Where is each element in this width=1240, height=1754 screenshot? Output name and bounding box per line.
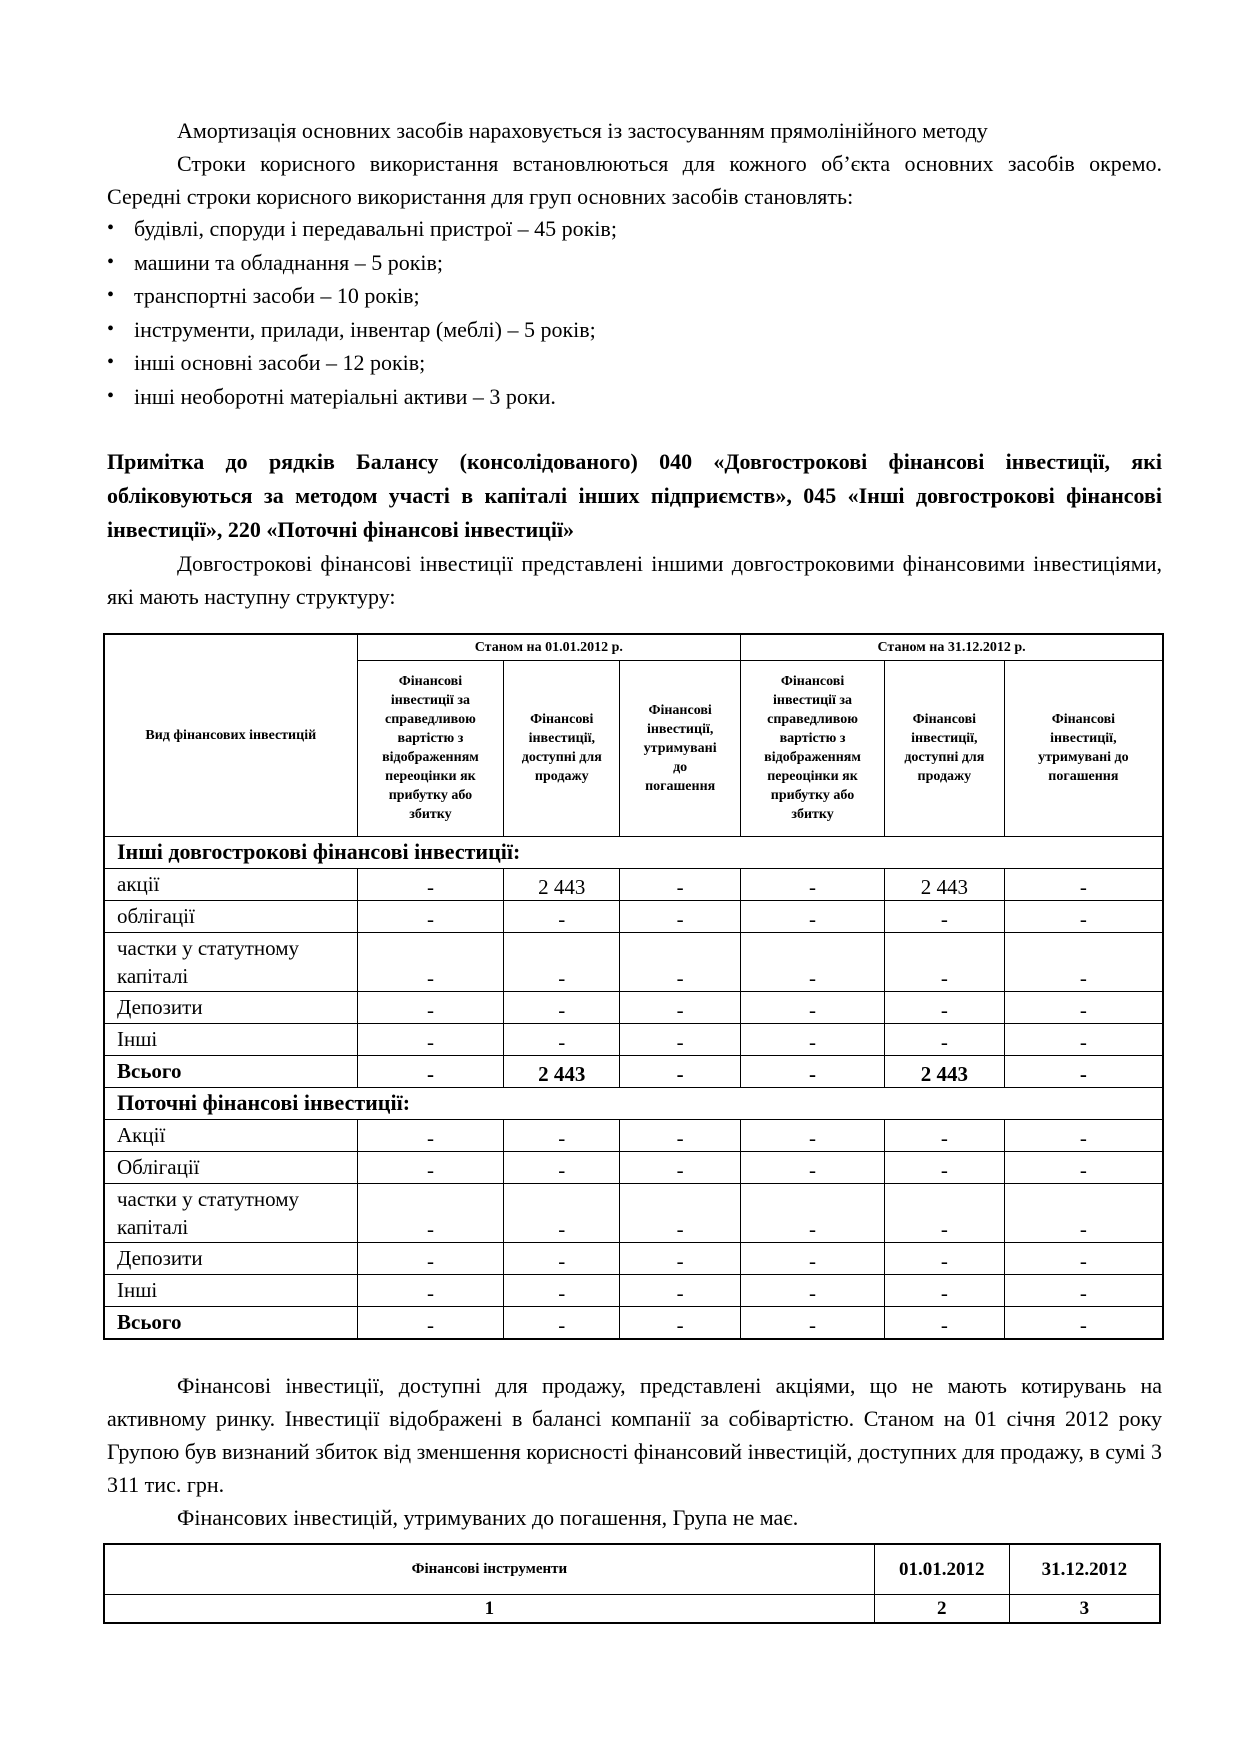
table-cell: - — [357, 1119, 504, 1151]
row-label: частки у статутному капіталі — [104, 1183, 357, 1242]
table-cell: 2 443 — [884, 1055, 1004, 1087]
table-row — [104, 1242, 1163, 1274]
table-cell: - — [884, 1242, 1004, 1274]
table-cell: - — [357, 868, 504, 900]
table-cell: - — [504, 900, 620, 932]
list-item: • інструменти, прилади, інвентар (меблі) – 5 років; — [107, 313, 1162, 347]
table-cell: - — [620, 1274, 741, 1306]
section-row-long-term — [104, 836, 1163, 868]
row-label: частки у статутному капіталі — [104, 932, 357, 991]
row-label: облігації — [104, 900, 357, 932]
section-label: Інші довгострокові фінансові інвестиції: — [104, 836, 1163, 868]
table-cell: - — [741, 1055, 885, 1087]
table-cell: 2 — [874, 1595, 1009, 1624]
table-cell: - — [504, 932, 620, 991]
table-cell: - — [620, 1055, 741, 1087]
table-cell: - — [741, 932, 885, 991]
table-cell: - — [357, 1055, 504, 1087]
useful-life-paragraph: Строки корисного використання встановлюються для кожного об’єкта основних засобів окремо. Середні строки корисного використання для груп основних засобів становлять: — [107, 151, 1162, 209]
table-cell: - — [1004, 991, 1163, 1023]
table-cell: - — [741, 991, 885, 1023]
table-cell: - — [504, 1119, 620, 1151]
table-cell: - — [504, 1306, 620, 1339]
table-row-total — [104, 1306, 1163, 1339]
row-label: Депозити — [104, 991, 357, 1023]
table-cell: - — [741, 1242, 885, 1274]
col-header-period-start: Станом на 01.01.2012 р. — [357, 634, 741, 660]
list-item: • інші необоротні матеріальні активи – 3 роки. — [107, 380, 1162, 414]
table-cell: - — [504, 1274, 620, 1306]
col-header-date-start: 01.01.2012 — [874, 1544, 1009, 1595]
table-row — [104, 1151, 1163, 1183]
table-cell: - — [1004, 1306, 1163, 1339]
subheader-fair-value-start: Фінансові інвестиції за справедливою вартістю з відображенням переоцінки як прибутку або збитку — [357, 660, 504, 836]
table-cell: - — [620, 1242, 741, 1274]
table-cell: - — [620, 1183, 741, 1242]
available-for-sale-paragraph: Фінансові інвестиції, доступні для продажу, представлені акціями, що не мають котирувань на активному ринку. Інвестиції відображені в балансі компанії за собівартістю. Станом на 01 січня 2012 року Групою був визнаний збиток від зменшення корисності фінансовий інвестицій, доступних для продажу, в сумі 3 311 тис. грн. — [107, 1373, 1162, 1497]
col-header-period-end: Станом на 31.12.2012 р. — [741, 634, 1163, 660]
table-cell: - — [504, 991, 620, 1023]
table-cell: - — [357, 900, 504, 932]
col-header-type: Вид фінансових інвестицій — [104, 634, 357, 836]
table-cell: - — [620, 868, 741, 900]
table-cell: - — [884, 991, 1004, 1023]
table-cell: - — [357, 1274, 504, 1306]
table-cell: - — [504, 1023, 620, 1055]
subheader-available-for-sale-end: Фінансові інвестиції, доступні для продажу — [884, 660, 1004, 836]
table-cell: - — [620, 1306, 741, 1339]
table-cell: - — [357, 1183, 504, 1242]
list-item: • будівлі, споруди і передавальні пристрої – 45 років; — [107, 212, 1162, 246]
table-cell: - — [504, 1183, 620, 1242]
table-cell: - — [884, 1119, 1004, 1151]
subheader-available-for-sale-start: Фінансові інвестиції, доступні для продажу — [504, 660, 620, 836]
table-cell: - — [884, 1274, 1004, 1306]
table-row — [104, 900, 1163, 932]
table-cell: - — [357, 1306, 504, 1339]
table-cell: 3 — [1009, 1595, 1160, 1624]
table-cell: 2 443 — [884, 868, 1004, 900]
table-cell: - — [1004, 900, 1163, 932]
table-cell: - — [741, 1119, 885, 1151]
table-row — [104, 932, 1163, 991]
table-cell: - — [620, 1119, 741, 1151]
row-label: Всього — [104, 1306, 357, 1339]
table-cell: - — [620, 900, 741, 932]
table-cell: 1 — [104, 1595, 874, 1624]
table-row — [104, 991, 1163, 1023]
col-header-date-end: 31.12.2012 — [1009, 1544, 1160, 1595]
table-row-total — [104, 1055, 1163, 1087]
table-cell: - — [620, 1151, 741, 1183]
depreciation-paragraph: Амортизація основних засобів нараховується із застосуванням прямолінійного методу — [177, 118, 988, 143]
section-row-current — [104, 1087, 1163, 1119]
table-cell: 2 443 — [504, 868, 620, 900]
table-cell: - — [741, 1023, 885, 1055]
table-cell: - — [620, 932, 741, 991]
row-label: акції — [104, 868, 357, 900]
table-cell: - — [1004, 1055, 1163, 1087]
table-cell: - — [620, 1023, 741, 1055]
table-cell: - — [741, 868, 885, 900]
row-label: Всього — [104, 1055, 357, 1087]
row-label: Облігації — [104, 1151, 357, 1183]
table-row — [104, 1183, 1163, 1242]
table-cell: - — [884, 1183, 1004, 1242]
table-cell: - — [884, 900, 1004, 932]
section-label: Поточні фінансові інвестиції: — [104, 1087, 1163, 1119]
table-cell: - — [884, 932, 1004, 991]
table-row — [104, 1023, 1163, 1055]
list-item: • машини та обладнання – 5 років; — [107, 246, 1162, 280]
instruments-table — [103, 1543, 1161, 1624]
table-row — [104, 1274, 1163, 1306]
table-cell: - — [1004, 932, 1163, 991]
table-cell: - — [357, 991, 504, 1023]
table-cell: - — [741, 1151, 885, 1183]
table-cell: - — [884, 1151, 1004, 1183]
table-cell: - — [1004, 1151, 1163, 1183]
table-cell: - — [357, 932, 504, 991]
row-label: Інші — [104, 1274, 357, 1306]
col-header-instruments: Фінансові інструменти — [104, 1544, 874, 1595]
table-cell: - — [741, 1183, 885, 1242]
table-row — [104, 1119, 1163, 1151]
table-cell: - — [1004, 1023, 1163, 1055]
table-cell: - — [620, 991, 741, 1023]
table-cell: - — [884, 1023, 1004, 1055]
list-item: • інші основні засоби – 12 років; — [107, 346, 1162, 380]
note-heading: Примітка до рядків Балансу (консолідованого) 040 «Довгострокові фінансові інвестиції, які обліковуються за методом участі в капіталі інших підприємств», 045 «Інші довгострокові фінансові інвестиції», 220 «Поточні фінансові інвестиції» — [107, 449, 1162, 542]
row-label: Інші — [104, 1023, 357, 1055]
table-cell: - — [741, 1274, 885, 1306]
table-cell: - — [357, 1242, 504, 1274]
table-cell: - — [357, 1023, 504, 1055]
subheader-held-to-maturity-start: Фінансові інвестиції, утримувані до погашення — [620, 660, 741, 836]
table-row — [104, 868, 1163, 900]
table-cell: - — [1004, 1183, 1163, 1242]
investments-intro-paragraph: Довгострокові фінансові інвестиції представлені іншими довгостроковими фінансовими інвестиціями, які мають наступну структуру: — [107, 551, 1162, 609]
table-cell: - — [1004, 1119, 1163, 1151]
table-cell: - — [1004, 1242, 1163, 1274]
table-cell: - — [884, 1306, 1004, 1339]
list-item: • транспортні засоби – 10 років; — [107, 279, 1162, 313]
subheader-fair-value-end: Фінансові інвестиції за справедливою вартістю з відображенням переоцінки як прибутку або збитку — [741, 660, 885, 836]
table-cell: - — [1004, 1274, 1163, 1306]
table-cell: - — [504, 1151, 620, 1183]
table-cell: - — [1004, 868, 1163, 900]
row-label: Акції — [104, 1119, 357, 1151]
table-cell: - — [357, 1151, 504, 1183]
table-cell: - — [741, 1306, 885, 1339]
investments-table — [103, 633, 1164, 1340]
table-row — [104, 1595, 1160, 1624]
table-cell: - — [741, 900, 885, 932]
subheader-held-to-maturity-end: Фінансові інвестиції, утримувані до погашення — [1004, 660, 1163, 836]
useful-life-list — [107, 212, 1162, 413]
held-to-maturity-paragraph: Фінансових інвестицій, утримуваних до погашення, Група не має. — [177, 1505, 799, 1530]
table-cell: 2 443 — [504, 1055, 620, 1087]
table-cell: - — [504, 1242, 620, 1274]
row-label: Депозити — [104, 1242, 357, 1274]
